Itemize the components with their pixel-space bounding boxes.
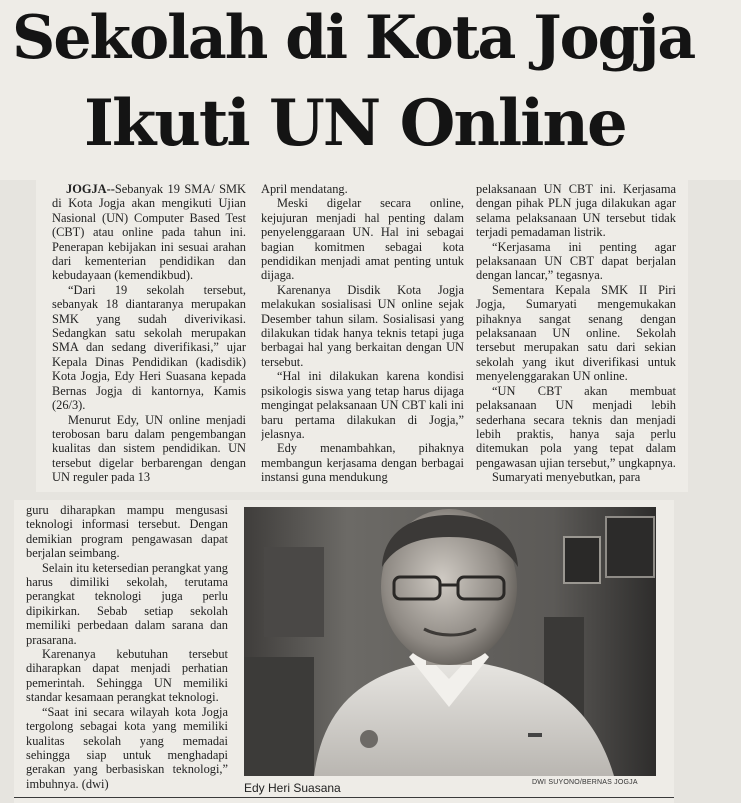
article-text: “Dari 19 sekolah tersebut, sebanyak 18 diantaranya merupakan SMK yang sudah diverivikasi. Sedangkan satu sekolah merupakan SMA dan sedang diverifikasi,” ujar Kepala Dinas Pendidikan (kadisdik) Kota Jogja, Edy Heri Suasana kepada Bernas Jogja di kantornya, Kamis (26/3). xyxy=(52,282,246,413)
photo-credit: DWI SUYONO/BERNAS JOGJA xyxy=(532,779,638,786)
article-text: April mendatang. xyxy=(261,182,348,196)
article-column-2 xyxy=(261,182,464,488)
article-paragraph xyxy=(476,240,676,283)
article-column-3 xyxy=(476,182,676,488)
article-text: Selain itu ketersedian perangkat yang harus dimiliki sekolah, terutama perangkat teknologi juga perlu dipikirkan. Sebab setiap sekolah memiliki perbedaan dalam sarana dan prasarana. xyxy=(26,560,228,647)
article-text: pelaksanaan UN CBT ini. Kerjasama dengan pihak PLN juga dilakukan agar selama pelaksanaan UN tersebut tidak terjadi pemadaman listrik. xyxy=(476,182,676,240)
article-text: Karenanya kebutuhan tersebut diharapkan dapat menjadi perhatian pemerintah. Sehingga UN memiliki standar kesamaan perangkat teknologi. xyxy=(26,647,228,705)
article-paragraph xyxy=(476,182,676,240)
article-paragraph xyxy=(261,182,464,196)
article-text: “Kerjasama ini penting agar pelaksanaan UN CBT dapat berjalan dengan lancar,” tegasnya. xyxy=(476,239,676,283)
article-text: Sementara Kepala SMK II Piri Jogja, Sumaryati mengemukakan pihaknya sangat senang dengan pelaksanaan UN online. Sekolah tersebut merupakan satu dari sekian sekolah yang ikut diverifikasi untuk menyelenggarakan UN online. xyxy=(476,282,676,384)
article-text: “UN CBT akan membuat pelaksanaan UN menjadi lebih sederhana secara teknis dan menjadi lebih praktis, hanya saja perlu ditemukan pola yang tepat dalam pengawasan ujian tersebut,” ungkapnya. xyxy=(476,383,676,470)
article-paragraph xyxy=(261,283,464,369)
article-text: Sumaryati menyebutkan, para xyxy=(492,470,641,485)
article-text: “Saat ini secara wilayah kota Jogja tergolong sebagai kota yang memiliki kualitas sekolah yang memadai sehingga siap untuk menghadapi gerakan yang berbasiskan teknologi,” imbuhnya. (dwi) xyxy=(26,704,228,791)
article-paragraph xyxy=(476,384,676,470)
bottom-rule xyxy=(14,797,674,798)
article-text: Meski digelar secara online, kejujuran menjadi hal penting dalam penyelenggaraan UN. Hal ini sebagai bagian komitmen sebagai kota pendidikan menjadi amat penting untuk dijaga. xyxy=(261,196,464,283)
article-text: Menurut Edy, UN online menjadi terobosan baru dalam pengembangan kualitas dan sistem pendidikan. UN tersebut digelar berbarengan dengan UN reguler pada 13 xyxy=(52,412,246,485)
article-paragraph xyxy=(52,182,246,283)
article-paragraph xyxy=(52,283,246,413)
article-paragraph xyxy=(26,647,228,705)
article-paragraph xyxy=(261,441,464,484)
article-paragraph xyxy=(26,561,228,647)
article-column-1 xyxy=(52,182,246,488)
article-text: “Hal ini dilakukan karena kondisi psikologis siswa yang tetap harus dijaga mengingat pelaksanaan UN CBT kali ini baru pertama dilakukan di Jogja,” jelasnya. xyxy=(261,369,464,441)
article-text: Sebanyak 19 SMA/ SMK di Kota Jogja akan mengikuti Ujian Nasional (UN) Computer Based Test (CBT) atau online pada tahun ini. Penerapan kebijakan ini sesuai arahan dari kementerian pendidikan dan kebudayaan (kemendikbud). xyxy=(52,182,246,283)
portrait-photo xyxy=(244,507,656,776)
article-paragraph xyxy=(261,196,464,282)
article-paragraph xyxy=(26,705,228,791)
headline-line-2: Ikuti UN Online xyxy=(84,86,626,161)
article-text: guru diharapkan mampu mengusasi teknologi informasi tersebut. Dengan demikian program pengawasan dapat berjalan seimbang. xyxy=(26,503,228,561)
article-dateline: JOGJA-- xyxy=(66,182,115,196)
portrait-illustration xyxy=(244,507,656,776)
headline-line-1: Sekolah di Kota Jogja xyxy=(12,3,695,73)
article-column-4 xyxy=(26,503,228,801)
article-paragraph xyxy=(261,369,464,441)
article-paragraph xyxy=(476,283,676,384)
article-text: Karenanya Disdik Kota Jogja melakukan sosialisasi UN online sejak Desember tahun silam. Sosialisasi yang dilakukan tidak hanya teknis tetapi juga berbagai hal yang berkaitan dengan UN tersebut. xyxy=(261,282,464,369)
article-paragraph xyxy=(476,470,676,484)
article-paragraph xyxy=(26,503,228,561)
article-text: Edy menambahkan, pihaknya membangun kerjasama dengan berbagai instansi guna mendukung xyxy=(261,441,464,485)
photo-caption: Edy Heri Suasana xyxy=(244,781,341,795)
article-paragraph xyxy=(52,413,246,485)
